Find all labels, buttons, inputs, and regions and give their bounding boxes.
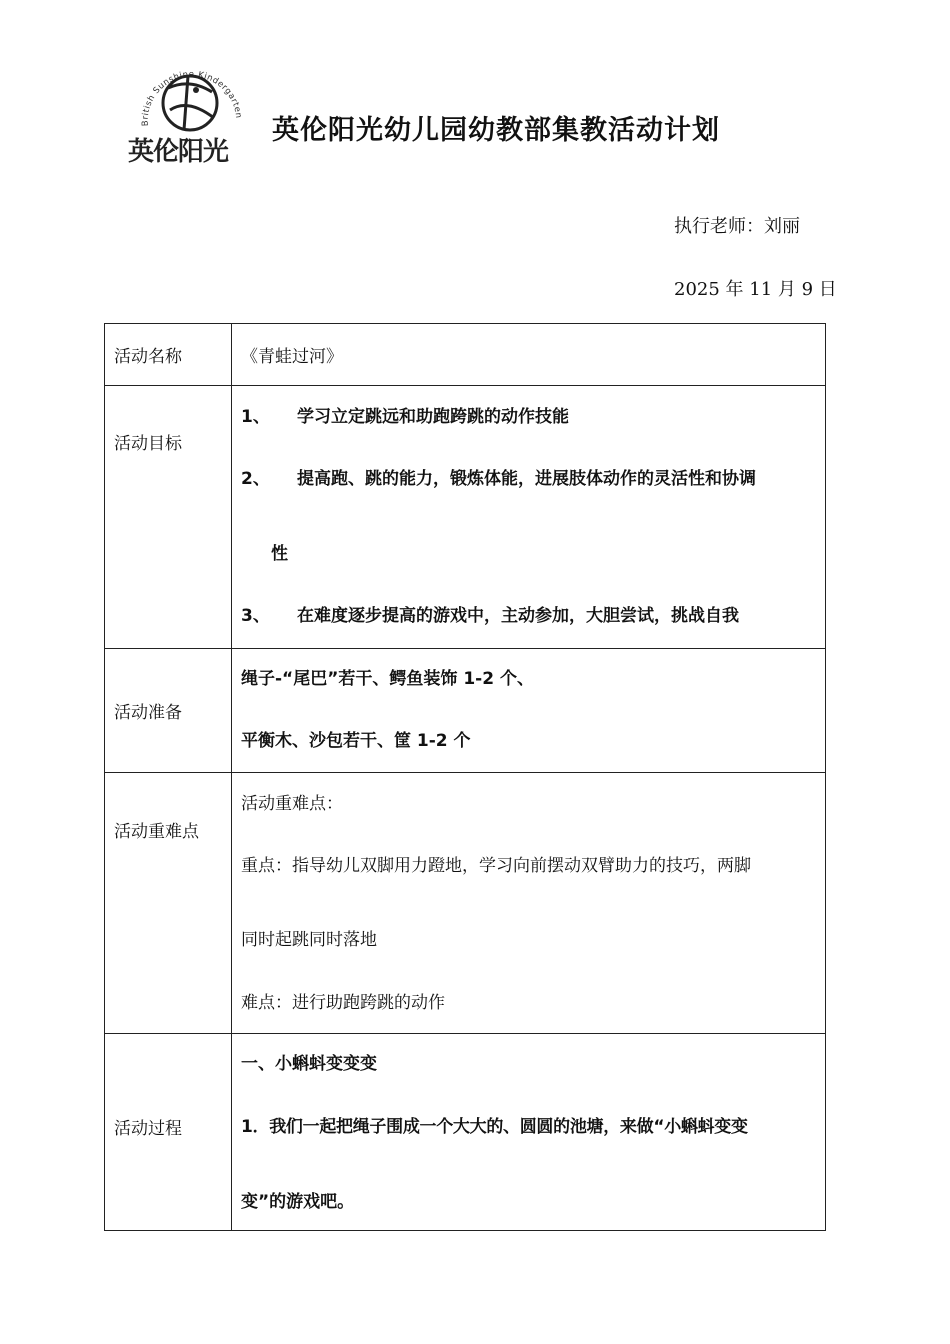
table-row-prep: [105, 649, 826, 773]
label-process: 活动过程: [105, 1034, 232, 1231]
label-activity-name: 活动名称: [105, 324, 232, 386]
svg-text:英伦阳光: 英伦阳光: [128, 137, 229, 167]
prep-line: 平衡木、沙包若干、筐 1-2 个: [241, 731, 471, 751]
svg-text:British Sunshine Kindergarten: British Sunshine Kindergarten: [140, 69, 244, 127]
prep-line: 绳子-“尾巴”若干、鳄鱼装饰 1-2 个、: [241, 669, 534, 689]
goal-item: 3、 在难度逐步提高的游戏中，主动参加，大胆尝试，挑战自我: [241, 606, 739, 626]
keypoints-line: 同时起跳同时落地: [241, 930, 377, 950]
kindergarten-logo: [118, 48, 258, 168]
prep-content: [232, 649, 826, 773]
document-title: 英伦阳光幼儿园幼教部集教活动计划: [272, 115, 720, 146]
process-content: [232, 1034, 826, 1231]
label-goals: 活动目标: [105, 386, 232, 649]
keypoints-line: 重点：指导幼儿双脚用力蹬地，学习向前摆动双臂助力的技巧，两脚: [241, 856, 751, 876]
process-line: 1．我们一起把绳子围成一个大大的、圆圆的池塘，来做“小蝌蚪变变: [241, 1117, 748, 1137]
table-row-process: [105, 1034, 826, 1231]
activity-plan-table: [104, 323, 826, 1231]
goal-item: 2、 提高跑、跳的能力，锻炼体能，进展肢体动作的灵活性和协调: [241, 469, 756, 489]
date-line: 2025 年 11 月 9 日: [674, 279, 837, 300]
label-prep: 活动准备: [105, 649, 232, 773]
keypoints-line: 难点：进行助跑跨跳的动作: [241, 993, 445, 1013]
goal-item: 1、 学习立定跳远和助跑跨跳的动作技能: [241, 407, 569, 427]
teacher-line: 执行老师：刘丽: [674, 216, 800, 237]
process-line: 一、小蝌蚪变变变: [241, 1054, 377, 1074]
activity-name-value: 《青蛙过河》: [232, 324, 826, 386]
keypoints-content: [232, 773, 826, 1034]
label-keypoints: 活动重难点: [105, 773, 232, 1034]
table-row-goals: [105, 386, 826, 649]
table-row-name: [105, 324, 826, 386]
process-line: 变”的游戏吧。: [241, 1192, 355, 1212]
table-row-keypoints: [105, 773, 826, 1034]
goal-item-continuation: 性: [271, 544, 288, 564]
goals-content: [232, 386, 826, 649]
keypoints-line: 活动重难点：: [241, 794, 343, 814]
